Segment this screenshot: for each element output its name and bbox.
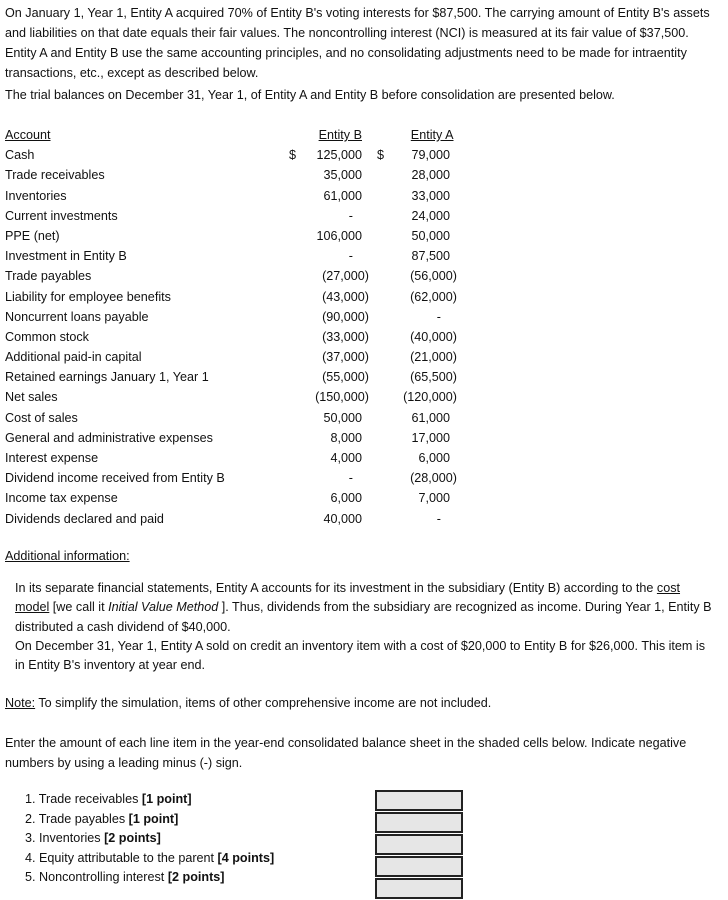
entity-a-amount: (40,000) bbox=[410, 329, 457, 344]
initial-value-method: Initial Value Method bbox=[108, 600, 219, 615]
account-name: Noncurrent loans payable bbox=[5, 309, 149, 324]
entity-b-value bbox=[289, 287, 369, 307]
account-name: Cost of sales bbox=[5, 410, 78, 425]
entity-b-value bbox=[289, 347, 369, 367]
question-points: [1 point] bbox=[128, 811, 179, 826]
entity-b-amount: 106,000 bbox=[316, 228, 362, 243]
question-points: [4 points] bbox=[217, 850, 275, 865]
info-text-1: In its separate financial statements, Entity A accounts for its investment in the subsidiary (Entity B) according to the bbox=[15, 581, 657, 595]
account-name: General and administrative expenses bbox=[5, 430, 213, 445]
table-row bbox=[5, 488, 465, 508]
entity-b-value bbox=[289, 206, 369, 226]
entity-a-value bbox=[377, 408, 457, 428]
entity-b-amount: 4,000 bbox=[330, 451, 362, 465]
entity-b-amount: 8,000 bbox=[330, 430, 362, 445]
answer-input[interactable] bbox=[375, 834, 463, 855]
entity-a-value bbox=[377, 186, 457, 206]
account-name: Investment in Entity B bbox=[5, 249, 127, 264]
table-row bbox=[5, 145, 465, 165]
account-name: Trade receivables bbox=[5, 168, 105, 183]
entity-b-amount: (90,000) bbox=[322, 309, 369, 324]
question-label: 5. Noncontrolling interest bbox=[25, 870, 168, 884]
answer-input[interactable] bbox=[375, 878, 463, 899]
account-name: Dividends declared and paid bbox=[5, 511, 164, 526]
account-name: Interest expense bbox=[5, 451, 99, 465]
entity-b-value bbox=[289, 165, 369, 185]
entity-a-header-label: Entity A bbox=[410, 128, 454, 142]
entity-b-amount: 125,000 bbox=[316, 148, 362, 163]
intro-paragraph: On January 1, Year 1, Entity A acquired 70% of Entity B's voting interests for $87,500. The carrying amount of Entity B's assets and liabilities on that date equals their fair values. The noncontrolling interest (NCI) is measured at its fair value of $37,500. Entity A and Entity B use the same accounting principles, and no consolidating adjustments need to be made for intraentity transactions, etc., except as described below. bbox=[5, 6, 710, 80]
account-name: Retained earnings January 1, Year 1 bbox=[5, 370, 209, 385]
note-text: To simplify the simulation, items of other comprehensive income are not included. bbox=[35, 696, 492, 710]
entity-a-amount: - bbox=[436, 511, 441, 526]
table-row bbox=[5, 367, 465, 387]
answer-cells bbox=[375, 790, 463, 900]
note bbox=[5, 693, 723, 713]
entity-a-value bbox=[377, 246, 457, 266]
entity-b-value bbox=[289, 145, 369, 165]
entity-a-value bbox=[377, 287, 457, 307]
question-item bbox=[25, 790, 274, 810]
entity-a-value bbox=[377, 347, 457, 367]
entity-a-value bbox=[377, 327, 457, 347]
account-name: Additional paid-in capital bbox=[5, 350, 142, 365]
entity-b-amount: 61,000 bbox=[323, 188, 362, 203]
entity-a-amount: 17,000 bbox=[411, 430, 450, 445]
table-row bbox=[5, 468, 465, 488]
entity-a-prefix: $ bbox=[377, 148, 385, 163]
entity-a-amount: 33,000 bbox=[411, 188, 450, 203]
entity-b-prefix: $ bbox=[289, 148, 297, 163]
entity-b-amount: (33,000) bbox=[322, 329, 369, 344]
table-row bbox=[5, 509, 465, 529]
entity-a-value bbox=[377, 428, 457, 448]
note-label: Note: bbox=[5, 696, 36, 710]
table-row bbox=[5, 428, 465, 448]
entity-b-amount: 6,000 bbox=[330, 491, 362, 506]
account-name: Trade payables bbox=[5, 269, 92, 284]
additional-info-paragraph-1 bbox=[15, 579, 715, 637]
entity-b-value bbox=[289, 186, 369, 206]
account-name: Common stock bbox=[5, 329, 89, 344]
table-header-row bbox=[5, 125, 465, 145]
entity-b-value bbox=[289, 468, 369, 488]
entity-b-amount: 40,000 bbox=[323, 511, 362, 526]
entity-a-header bbox=[377, 125, 457, 145]
table-row bbox=[5, 287, 465, 307]
entity-a-amount: 7,000 bbox=[418, 491, 450, 506]
entity-a-value bbox=[377, 145, 457, 165]
table-row bbox=[5, 387, 465, 407]
entity-b-value bbox=[289, 428, 369, 448]
entity-a-value bbox=[377, 387, 457, 407]
table-row bbox=[5, 266, 465, 286]
question-label: 1. Trade receivables bbox=[25, 792, 142, 806]
entity-b-value bbox=[289, 327, 369, 347]
entity-a-amount: (28,000) bbox=[410, 471, 457, 486]
entity-b-value bbox=[289, 226, 369, 246]
question-points: [2 points] bbox=[104, 831, 161, 845]
entity-a-amount: (62,000) bbox=[410, 289, 457, 304]
question-list bbox=[25, 790, 274, 888]
entity-b-amount: (55,000) bbox=[322, 370, 369, 385]
table-row bbox=[5, 347, 465, 367]
entity-b-value bbox=[289, 488, 369, 508]
entity-b-header bbox=[289, 125, 369, 145]
instructions: Enter the amount of each line item in the year-end consolidated balance sheet in the shaded cells below. Indicate negative numbers by using a leading minus (-) sign. bbox=[5, 736, 687, 770]
table-row bbox=[5, 307, 465, 327]
entity-b-amount: - bbox=[348, 249, 353, 264]
account-name: PPE (net) bbox=[5, 228, 60, 243]
question-points: [2 points] bbox=[167, 870, 225, 884]
entity-b-amount: (27,000) bbox=[322, 269, 369, 284]
table-row bbox=[5, 327, 465, 347]
entity-a-value bbox=[377, 468, 457, 488]
question-item bbox=[25, 849, 274, 869]
entity-b-amount: - bbox=[348, 471, 353, 486]
entity-a-value bbox=[377, 509, 457, 529]
question-item bbox=[25, 810, 274, 830]
entity-a-value bbox=[377, 488, 457, 508]
entity-b-value bbox=[289, 509, 369, 529]
entity-a-amount: 61,000 bbox=[411, 410, 450, 425]
entity-a-value bbox=[377, 165, 457, 185]
info-text-2: [we call it bbox=[49, 600, 109, 615]
additional-info-heading bbox=[5, 546, 723, 566]
entity-a-amount: 6,000 bbox=[418, 451, 450, 465]
table-row bbox=[5, 165, 465, 185]
trial-balance-table bbox=[5, 125, 465, 529]
account-name: Dividend income received from Entity B bbox=[5, 471, 225, 486]
question-label: 2. Trade payables bbox=[25, 811, 129, 826]
entity-a-amount: 87,500 bbox=[411, 249, 450, 264]
entity-b-value bbox=[289, 266, 369, 286]
entity-a-amount: 50,000 bbox=[411, 228, 450, 243]
trial-balance-intro: The trial balances on December 31, Year 1, of Entity A and Entity B before consolidation are presented below. bbox=[5, 88, 615, 102]
entity-a-amount: 24,000 bbox=[411, 208, 450, 223]
entity-b-value bbox=[289, 246, 369, 266]
account-name: Liability for employee benefits bbox=[5, 289, 171, 304]
entity-b-amount: (37,000) bbox=[322, 350, 369, 365]
entity-b-amount: 50,000 bbox=[323, 410, 362, 425]
entity-a-amount: (120,000) bbox=[403, 390, 457, 405]
entity-a-value bbox=[377, 367, 457, 387]
entity-b-amount: (150,000) bbox=[315, 390, 369, 405]
answer-input[interactable] bbox=[375, 812, 463, 833]
question-label: 4. Equity attributable to the parent bbox=[25, 850, 218, 865]
account-name: Net sales bbox=[5, 390, 58, 405]
entity-b-header-label: Entity B bbox=[318, 128, 362, 142]
question-points: [1 point] bbox=[141, 792, 192, 806]
account-name: Inventories bbox=[5, 188, 67, 203]
entity-a-value bbox=[377, 307, 457, 327]
additional-info-label: Additional information: bbox=[5, 549, 130, 563]
entity-b-value bbox=[289, 408, 369, 428]
entity-a-amount: (65,500) bbox=[410, 370, 457, 385]
table-row bbox=[5, 448, 465, 468]
account-name: Cash bbox=[5, 148, 35, 163]
entity-a-value bbox=[377, 226, 457, 246]
entity-b-value bbox=[289, 387, 369, 407]
entity-b-amount: - bbox=[348, 208, 353, 223]
question-label: 3. Inventories bbox=[25, 831, 105, 845]
entity-a-amount: - bbox=[436, 309, 441, 324]
entity-a-amount: 28,000 bbox=[411, 168, 450, 183]
table-row bbox=[5, 186, 465, 206]
table-row bbox=[5, 226, 465, 246]
account-header: Account bbox=[5, 128, 51, 142]
entity-b-amount: 35,000 bbox=[323, 168, 362, 183]
entity-b-amount: (43,000) bbox=[322, 289, 369, 304]
additional-info-paragraph-2: On December 31, Year 1, Entity A sold on credit an inventory item with a cost of $20,000 to Entity B for $26,000. This item is in Entity B's inventory at year end. bbox=[15, 639, 705, 673]
question-item bbox=[25, 829, 274, 849]
question-item bbox=[25, 868, 274, 888]
table-row bbox=[5, 408, 465, 428]
table-row bbox=[5, 246, 465, 266]
answer-input[interactable] bbox=[375, 790, 463, 811]
entity-a-value bbox=[377, 448, 457, 468]
entity-a-value bbox=[377, 266, 457, 286]
entity-a-amount: (56,000) bbox=[410, 269, 457, 284]
info-text-3: ]. Thus, dividends from the subsidiary are recognized as income. During Year 1, Entity B distributed a cash dividend of $40,000. bbox=[15, 600, 712, 634]
entity-b-value bbox=[289, 367, 369, 387]
table-row bbox=[5, 206, 465, 226]
entity-a-amount: 79,000 bbox=[411, 148, 450, 163]
entity-b-value bbox=[289, 448, 369, 468]
entity-b-value bbox=[289, 307, 369, 327]
entity-a-value bbox=[377, 206, 457, 226]
account-name: Income tax expense bbox=[5, 491, 118, 506]
cost-model-link[interactable]: cost model bbox=[15, 581, 681, 615]
entity-a-amount: (21,000) bbox=[410, 350, 457, 365]
account-name: Current investments bbox=[5, 208, 118, 223]
answer-input[interactable] bbox=[375, 856, 463, 877]
